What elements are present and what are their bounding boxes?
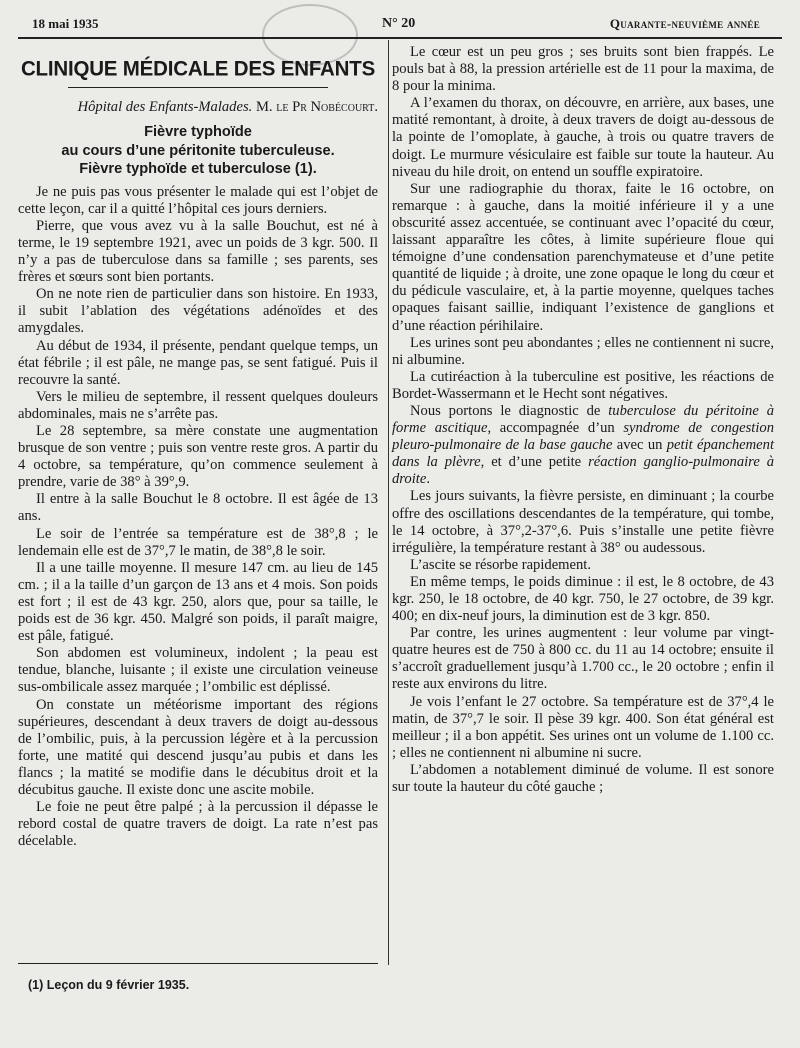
professor-name: M. le Pr Nobécourt.	[255, 99, 378, 116]
paragraph: Son abdomen est volumineux, indolent ; la peau est tendue, blanche, luisante ; il existe une circulation veineuse sus-ombilicale assez marquée ; l’ombilic est déplissé.	[18, 645, 378, 696]
diagnosis-term: petit épanchement dans la plèvre	[392, 437, 774, 471]
title-rule	[68, 87, 328, 88]
clinic-title: CLINIQUE MÉDICALE DES ENFANTS	[20, 56, 376, 81]
paragraph: Sur une radiographie du thorax, faite le 16 octobre, on remarque : à gauche, dans la moitié inférieure il y a une obscurité assez accentuée, se continuant avec l’opacité du cœur, laissant apparaître les côtes, à limite supérieure floue qui témoigne d’une condensation parenchymateuse et d’une petite quantité de liquide ; à droite, une zone opaque le long du cœur et du pédicule vasculaire, et, à la partie moyenne, quelques taches opaques faisant saillie, indiquant l’existence de ganglions et d’une réaction périhilaire.	[392, 180, 774, 334]
hospital-line	[18, 99, 378, 116]
lecture-title-line: Fièvre typhoïde et tuberculose (1).	[79, 161, 317, 178]
paragraph: Le 28 septembre, sa mère constate une augmentation brusque de son ventre ; puis son ventre reste gros. A partir du 4 octobre, sa température, qu’on commence seulement à prendre, varie de 38° à 39°,9.	[18, 423, 378, 491]
paragraph: L’ascite se résorbe rapidement.	[410, 556, 591, 573]
paragraph: Le cœur est un peu gros ; ses bruits sont bien frappés. Le pouls bat à 88, la pression artérielle est de 11 pour la maxima, de 8 pour la minima.	[392, 44, 774, 95]
paragraph: Pierre, que vous avez vu à la salle Bouchut, est né à terme, le 19 septembre 1921, avec un poids de 3 kgr. 500. Il n’y a pas de tuberculose dans sa famille ; ses parents, ses frères et sœurs sont bien portants.	[18, 217, 378, 286]
paragraph: On constate un météorisme important des régions supérieures, descendant à deux travers de doigt au-dessous de l’ombilic, puis, à la percussion légère et à la percussion forte, une matité qui descend jusqu’au pubis et dans les flancs ; la matité se modifie dans le décubitus droit et la décubitus gauche. Il existe donc une ascite mobile.	[18, 696, 378, 798]
footnote-rule	[18, 963, 378, 964]
left-column	[18, 44, 378, 850]
paragraph: Par contre, les urines augmentent : leur volume par vingt-quatre heures est de 750 à 800 cc. du 11 au 14 octobre; ensuite il s’accroît graduellement jusqu’à 1.700 cc., le 20 octobre ; enfin il reste aux environs du litre.	[392, 625, 774, 693]
paragraph: Il entre à la salle Bouchut le 8 octobre. Il est âgée de 13 ans.	[18, 491, 378, 525]
issue-date: 18 mai 1935	[32, 16, 99, 31]
issue-year: Quarante-neuvième année	[609, 16, 760, 31]
paragraph: Le soir de l’entrée sa température est de 38°,8 ; le lendemain elle est de 37°,7 le matin, de 38°,8 le soir.	[18, 525, 378, 559]
paragraph: Je vois l’enfant le 27 octobre. Sa température est de 37°,4 le matin, de 37°,7 le soir. Il pèse 39 kgr. 400. Son état général est meilleur ; il a bon appétit. Ses urines ont un volume de 1.100 cc. ; elles ne contiennent ni albumine ni sucre.	[392, 693, 774, 761]
text-run: , et d’une petite	[480, 454, 589, 471]
text-run: Nous portons le diagnostic de	[410, 402, 609, 419]
page-header	[18, 14, 782, 36]
diagnosis-term: syndrome de congestion pleuro-pulmonaire de la base gauche	[392, 420, 774, 454]
paragraph: Vers le milieu de septembre, il ressent quelques douleurs abdominales, mais ne s’arrête pas.	[18, 388, 378, 422]
diagnosis-term: tuberculose du péritoine à forme ascitique	[392, 402, 774, 437]
paragraph: Le foie ne peut être palpé ; à la percussion il dépasse le rebord costal de quatre travers de doigt. La rate n’est pas décelable.	[18, 799, 378, 850]
issue-number: N° 20	[382, 16, 416, 31]
right-column	[392, 44, 774, 796]
paragraph: Il a une taille moyenne. Il mesure 147 cm. au lieu de 145 cm. ; il a la taille d’un garçon de 13 ans et 4 mois. Son poids est fort ; il est de 43 kgr. 250, alors que, pour sa taille, le poids est de 36 kgr. 450. Malgré son poids, il paraît maigre, est pâle, fatigué.	[18, 559, 378, 645]
paragraph: Au début de 1934, il présente, pendant quelque temps, un état fébrile ; il est pâle, ne mange pas, se sent fatigué. Puis il recouvre la santé.	[18, 337, 378, 388]
paragraph: En même temps, le poids diminue : il est, le 8 octobre, de 43 kgr. 250, le 18 octobre, de 40 kgr. 750, le 27 octobre, de 39 kgr. 400; en dix-neuf jours, la diminution est de 3 kgr. 850.	[392, 573, 774, 625]
paragraph: L’abdomen a notablement diminué de volume. Il est sonore sur toute la hauteur du côté gauche ;	[392, 761, 774, 796]
paragraph: A l’examen du thorax, on découvre, en arrière, aux bases, une matité remontant, à droite, à deux travers de doigt au-dessous de la pointe de l’omoplate, à gauche, à trois ou quatre travers de doigt. Le murmure vésiculaire est faible sur toute la hauteur. Au niveau du hile droit, on entend un souffle expiratoire.	[392, 95, 774, 180]
text-run: avec un	[612, 437, 667, 454]
lecture-title-line: au cours d’une péritonite tuberculeuse.	[61, 142, 335, 159]
text-run: .	[426, 471, 430, 488]
header-rule	[18, 37, 782, 39]
lecture-title	[18, 123, 378, 179]
column-divider	[388, 40, 389, 965]
paragraph: Je ne puis pas vous présenter le malade qui est l’objet de cette leçon, car il a quitté l’hôpital ces jours derniers.	[18, 183, 378, 217]
hospital-name: Hôpital des Enfants-Malades.	[77, 99, 253, 116]
lecture-title-line: Fièvre typhoïde	[144, 124, 252, 141]
footnote: (1) Leçon du 9 février 1935.	[28, 978, 190, 992]
paragraph: La cutiréaction à la tuberculine est positive, les réactions de Bordet-Wassermann et le Hecht sont négatives.	[392, 368, 774, 402]
diagnosis-paragraph	[392, 403, 774, 488]
paragraph: On ne note rien de particulier dans son histoire. En 1933, il subit l’ablation des végétations adénoïdes et des amygdales.	[18, 286, 378, 337]
text-run: , accompagnée d’un	[487, 420, 624, 437]
paragraph: Les urines sont peu abondantes ; elles ne contiennent ni sucre, ni albumine.	[392, 334, 774, 368]
diagnosis-term: réaction ganglio-pulmonaire à droite	[392, 454, 774, 488]
paragraph: Les jours suivants, la fièvre persiste, en diminuant ; la courbe offre des oscillations descendantes de la température, qui tombe, le 14 octobre, à 37°,2-37°,6. Puis s’installe une petite fièvre irrégulière, la température restant à 38° ou audessous.	[392, 488, 774, 556]
